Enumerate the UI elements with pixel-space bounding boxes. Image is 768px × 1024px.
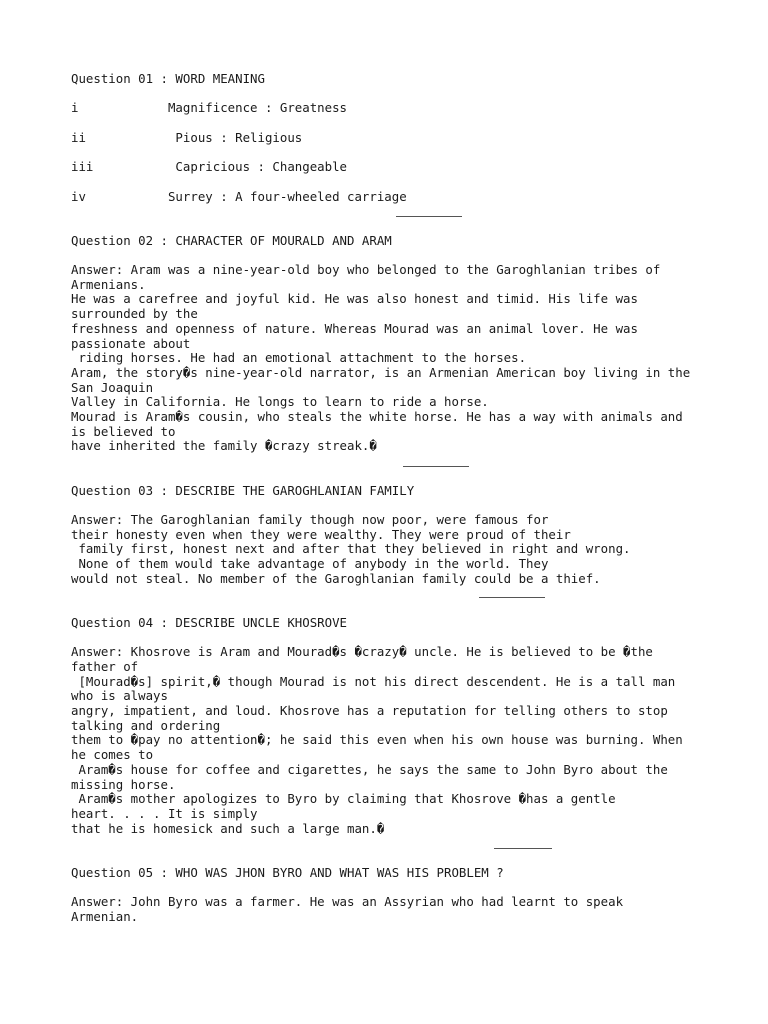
answer-line: Aram�s mother apologizes to Byro by claiming that Khosrove �has a gentle — [71, 791, 616, 807]
answer-line: Aram�s house for coffee and cigarettes, he says the same to John Byro about the — [71, 761, 668, 777]
answer-line: family first, honest next and after that they believed in right and wrong. — [71, 541, 631, 557]
answer-line: San Joaquin — [71, 379, 154, 395]
answer-line: Mourad is Aram�s cousin, who steals the white horse. He has a way with animals and — [71, 409, 683, 425]
answer-line: them to �pay no attention�; he said this even when his own house was burning. When — [71, 732, 683, 748]
q1-item: i Magnificence : Greatness — [71, 100, 348, 116]
answer-line: He was a carefree and joyful kid. He was also honest and timid. His life was — [71, 291, 638, 307]
separator-rule — [396, 216, 462, 217]
q4-heading: Question 04 : DESCRIBE UNCLE KHOSROVE — [71, 614, 348, 630]
answer-line: Armenian. — [71, 908, 139, 924]
answer-line: he comes to — [71, 747, 154, 763]
answer-line: Answer: John Byro was a farmer. He was an Assyrian who had learnt to speak — [71, 894, 624, 910]
separator-rule — [479, 597, 545, 598]
q5-answer — [71, 895, 711, 924]
answer-line: missing horse. — [71, 776, 176, 792]
answer-line: Answer: Aram was a nine-year-old boy who belonged to the Garoghlanian tribes of — [71, 262, 661, 278]
separator-rule — [403, 466, 469, 467]
q5-heading: Question 05 : WHO WAS JHON BYRO AND WHAT WAS HIS PROBLEM ? — [71, 864, 504, 880]
answer-line: father of — [71, 658, 139, 674]
answer-line: passionate about — [71, 335, 191, 351]
q2-answer — [71, 263, 711, 454]
answer-line: Armenians. — [71, 276, 146, 292]
answer-line: riding horses. He had an emotional attachment to the horses. — [71, 350, 527, 366]
answer-line: angry, impatient, and loud. Khosrove has a reputation for telling others to stop — [71, 703, 668, 719]
answer-line: None of them would take advantage of anybody in the world. They — [71, 556, 549, 572]
document-page — [71, 72, 711, 925]
answer-line: would not steal. No member of the Garoghlanian family could be a thief. — [71, 570, 601, 586]
separator-rule — [494, 848, 552, 849]
answer-line: Valley in California. He longs to learn to ride a horse. — [71, 394, 489, 410]
answer-line: who is always — [71, 688, 168, 704]
answer-line: Answer: Khosrove is Aram and Mourad�s �crazy� uncle. He is believed to be �the — [71, 644, 653, 660]
answer-line: Aram, the story�s nine-year-old narrator, is an Armenian American boy living in the — [71, 364, 691, 380]
q3-answer — [71, 513, 711, 587]
answer-line: freshness and openness of nature. Whereas Mourad was an animal lover. He was — [71, 320, 638, 336]
answer-line: have inherited the family �crazy streak.� — [71, 438, 377, 454]
answer-line: their honesty even when they were wealthy. They were proud of their — [71, 526, 571, 542]
answer-line: [Mourad�s] spirit,� though Mourad is not his direct descendent. He is a tall man — [71, 673, 676, 689]
q1-item: ii Pious : Religious — [71, 129, 303, 145]
answer-line: is believed to — [71, 423, 176, 439]
q2-heading: Question 02 : CHARACTER OF MOURALD AND ARAM — [71, 232, 392, 248]
answer-line: Answer: The Garoghlanian family though now poor, were famous for — [71, 511, 549, 527]
q4-answer — [71, 645, 711, 836]
answer-line: surrounded by the — [71, 306, 198, 322]
answer-line: that he is homesick and such a large man.� — [71, 820, 385, 836]
q1-heading: Question 01 : WORD MEANING — [71, 71, 265, 86]
q3-heading: Question 03 : DESCRIBE THE GAROGHLANIAN FAMILY — [71, 482, 415, 498]
answer-line: talking and ordering — [71, 717, 221, 733]
q1-item: iv Surrey : A four-wheeled carriage — [71, 188, 407, 204]
q1-item: iii Capricious : Changeable — [71, 159, 348, 175]
answer-line: heart. . . . It is simply — [71, 805, 258, 821]
